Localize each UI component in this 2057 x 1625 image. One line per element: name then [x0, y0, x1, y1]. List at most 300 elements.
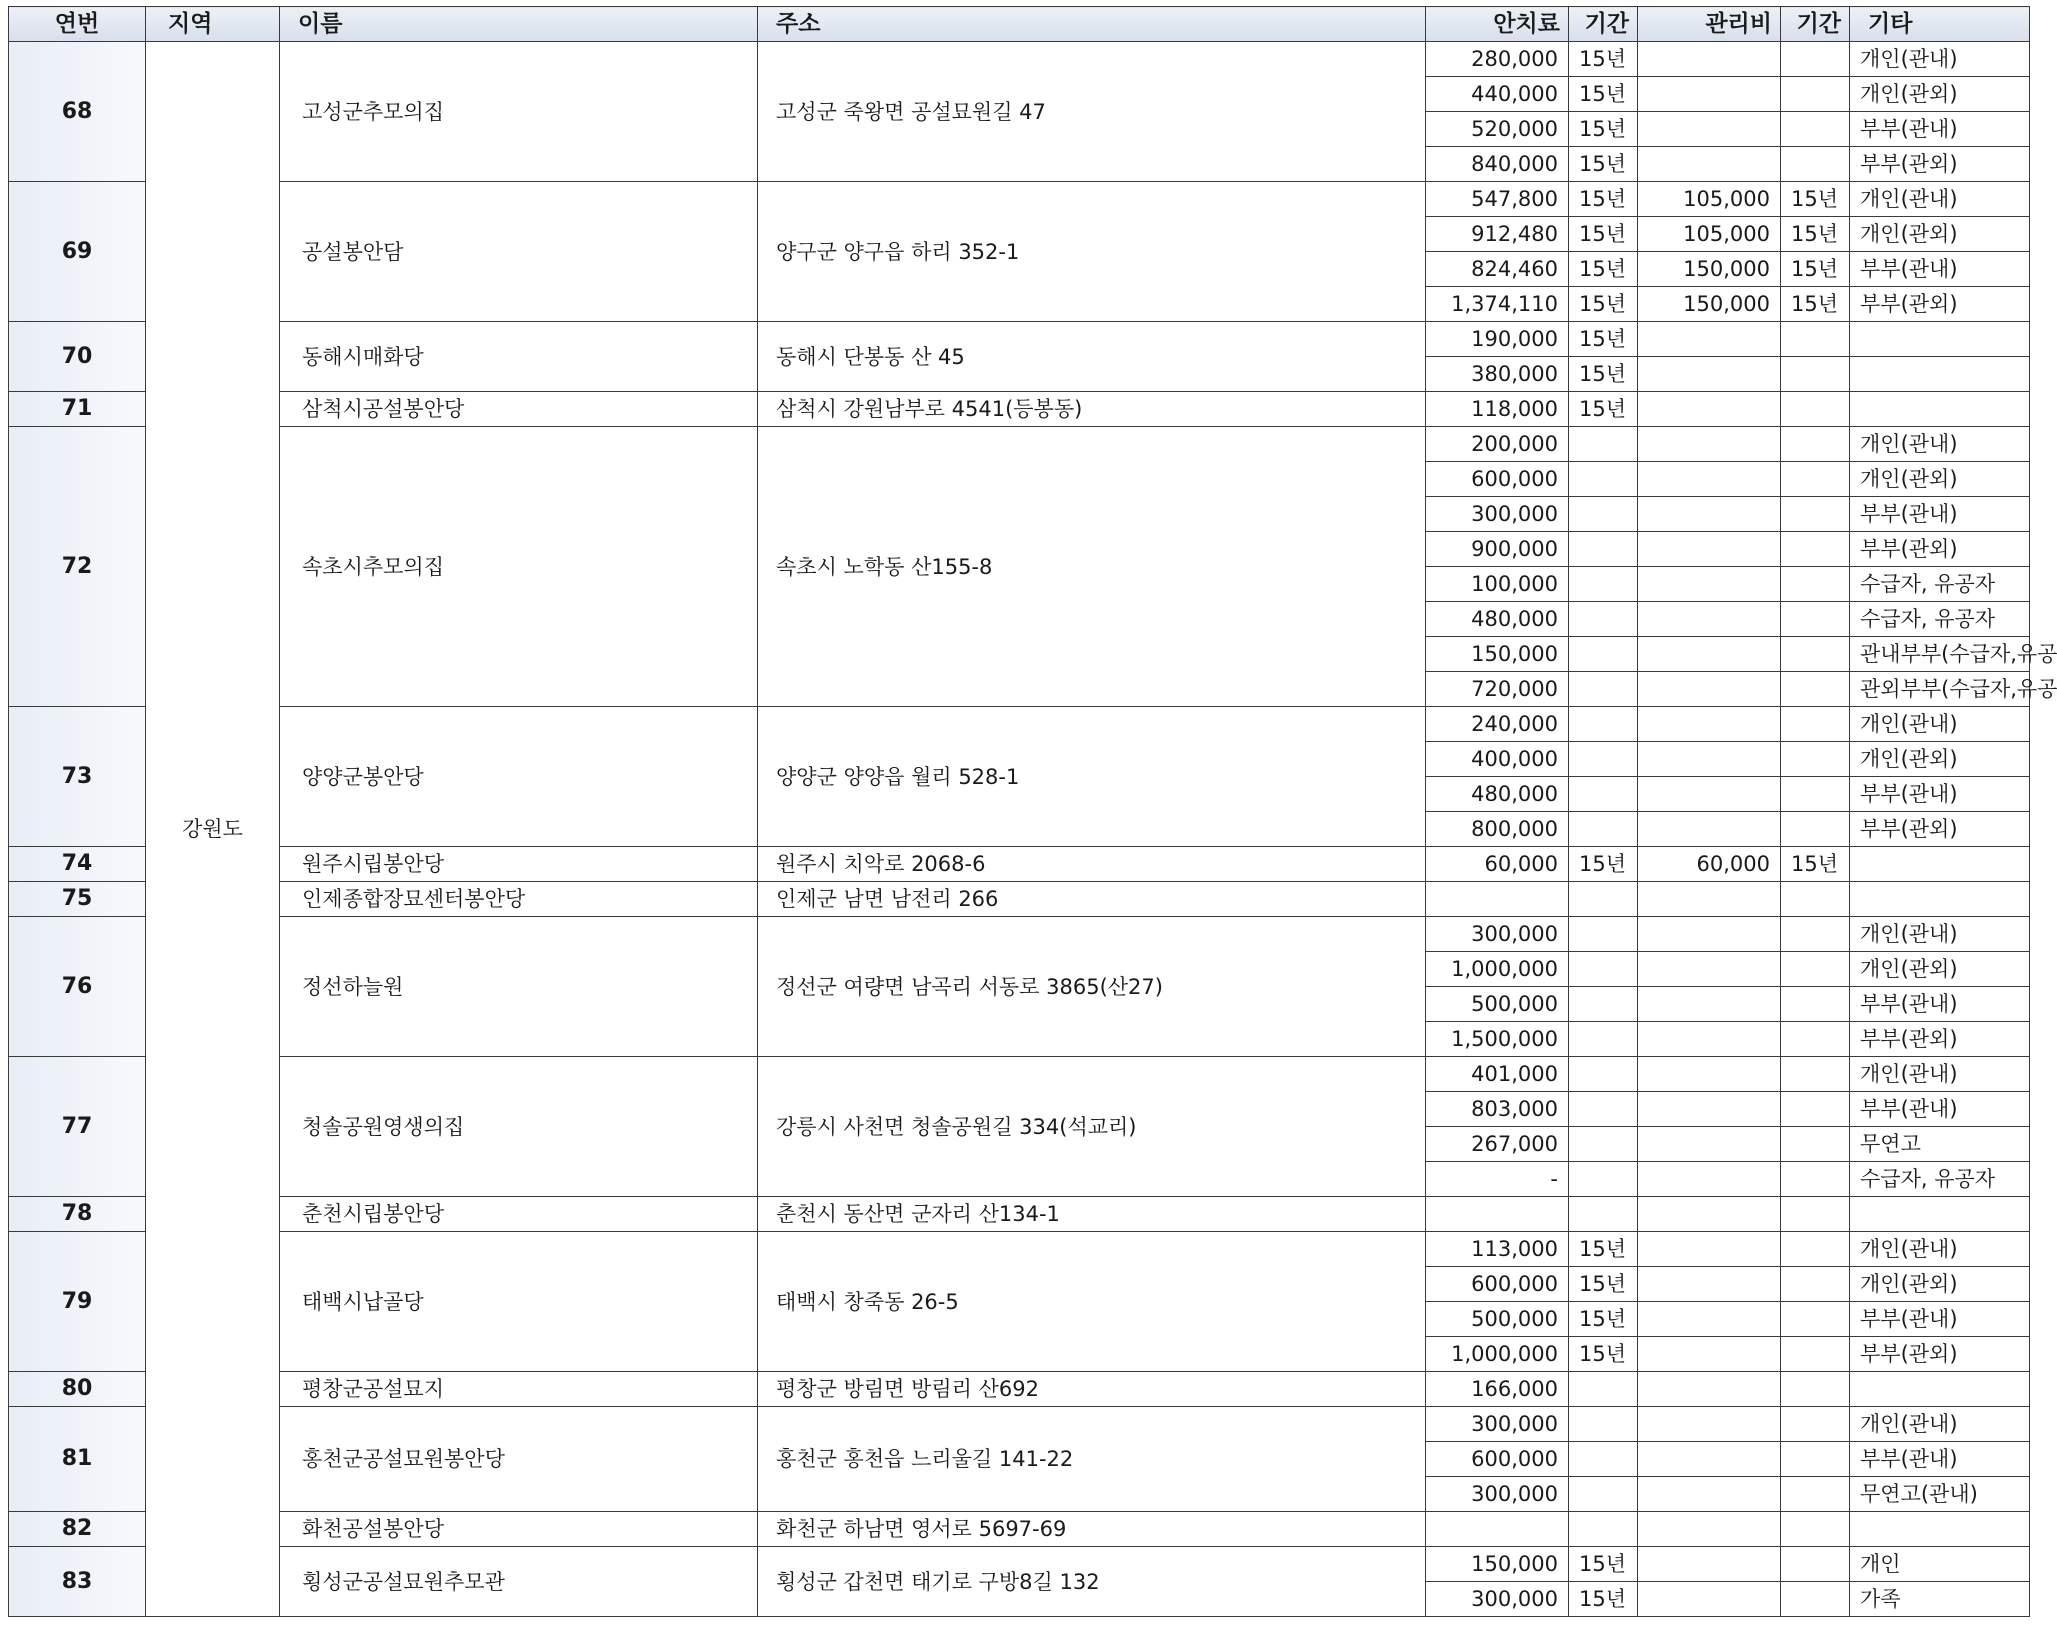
- mgmt-fee-cell: [1638, 707, 1781, 742]
- period-cell: [1569, 567, 1638, 602]
- mgmt-period-cell: [1781, 1512, 1850, 1547]
- mgmt-fee-cell: [1638, 1232, 1781, 1267]
- mgmt-period-cell: [1781, 1582, 1850, 1617]
- mgmt-fee-cell: [1638, 1197, 1781, 1232]
- facility-address-cell: 태백시 창죽동 26-5: [758, 1232, 1426, 1372]
- period-cell: 15년: [1569, 217, 1638, 252]
- mgmt-period-cell: [1781, 812, 1850, 847]
- period-cell: 15년: [1569, 847, 1638, 882]
- mgmt-fee-cell: [1638, 917, 1781, 952]
- table-body: [9, 42, 2057, 1617]
- facility-name-cell: 원주시립봉안당: [280, 847, 758, 882]
- etc-cell: 개인: [1850, 1547, 2030, 1582]
- facility-name-cell: 정선하늘원: [280, 917, 758, 1057]
- facility-address-cell: 홍천군 홍천읍 느리울길 141-22: [758, 1407, 1426, 1512]
- etc-cell: 개인(관내): [1850, 1057, 2030, 1092]
- mgmt-fee-cell: 60,000: [1638, 847, 1781, 882]
- facility-address-cell: 인제군 남면 남전리 266: [758, 882, 1426, 917]
- mgmt-period-cell: [1781, 672, 1850, 707]
- mgmt-fee-cell: 105,000: [1638, 182, 1781, 217]
- etc-cell: 부부(관내): [1850, 112, 2030, 147]
- facility-address-cell: 화천군 하남면 영서로 5697-69: [758, 1512, 1426, 1547]
- mgmt-period-cell: [1781, 322, 1850, 357]
- mgmt-period-cell: [1781, 1337, 1850, 1372]
- period-cell: [1569, 777, 1638, 812]
- fee-cell: [1426, 1197, 1569, 1232]
- mgmt-period-cell: [1781, 1267, 1850, 1302]
- etc-cell: 관외부부(수급자,유공: [1850, 672, 2030, 707]
- period-cell: [1569, 602, 1638, 637]
- mgmt-period-cell: [1781, 1302, 1850, 1337]
- row-number-cell: 69: [9, 182, 146, 322]
- etc-cell: [1850, 392, 2030, 427]
- fee-cell: 100,000: [1426, 567, 1569, 602]
- period-cell: 15년: [1569, 42, 1638, 77]
- fee-cell: 60,000: [1426, 847, 1569, 882]
- table-row: [9, 1512, 2030, 1547]
- mgmt-period-cell: [1781, 602, 1850, 637]
- mgmt-fee-cell: [1638, 777, 1781, 812]
- mgmt-fee-cell: [1638, 42, 1781, 77]
- mgmt-fee-cell: [1638, 1302, 1781, 1337]
- fee-cell: 150,000: [1426, 1547, 1569, 1582]
- etc-cell: 부부(관외): [1850, 287, 2030, 322]
- period-cell: 15년: [1569, 182, 1638, 217]
- period-cell: [1569, 1512, 1638, 1547]
- etc-cell: 개인(관외): [1850, 952, 2030, 987]
- etc-cell: 개인(관내): [1850, 1407, 2030, 1442]
- mgmt-fee-cell: [1638, 882, 1781, 917]
- table-row: [9, 882, 2030, 917]
- table-row: [9, 847, 2030, 882]
- period-cell: [1569, 427, 1638, 462]
- fee-cell: 400,000: [1426, 742, 1569, 777]
- etc-cell: 부부(관내): [1850, 497, 2030, 532]
- mgmt-period-cell: 15년: [1781, 252, 1850, 287]
- mgmt-period-cell: [1781, 1442, 1850, 1477]
- etc-cell: 개인(관외): [1850, 217, 2030, 252]
- period-cell: [1569, 637, 1638, 672]
- period-cell: 15년: [1569, 252, 1638, 287]
- region-cell: 강원도: [146, 42, 280, 1617]
- period-cell: 15년: [1569, 1267, 1638, 1302]
- table-row: [9, 42, 2030, 77]
- period-cell: [1569, 812, 1638, 847]
- fee-cell: 600,000: [1426, 462, 1569, 497]
- mgmt-period-cell: [1781, 1092, 1850, 1127]
- fee-cell: -: [1426, 1162, 1569, 1197]
- row-number-cell: 68: [9, 42, 146, 182]
- mgmt-period-cell: [1781, 462, 1850, 497]
- etc-cell: 부부(관내): [1850, 1442, 2030, 1477]
- header-region: 지역: [146, 7, 280, 42]
- fee-cell: 480,000: [1426, 777, 1569, 812]
- etc-cell: 개인(관내): [1850, 427, 2030, 462]
- mgmt-period-cell: [1781, 1232, 1850, 1267]
- row-number-cell: 81: [9, 1407, 146, 1512]
- fee-cell: 1,374,110: [1426, 287, 1569, 322]
- mgmt-period-cell: [1781, 42, 1850, 77]
- period-cell: [1569, 497, 1638, 532]
- facility-name-cell: 고성군추모의집: [280, 42, 758, 182]
- etc-cell: 부부(관내): [1850, 1092, 2030, 1127]
- period-cell: [1569, 987, 1638, 1022]
- etc-cell: [1850, 1372, 2030, 1407]
- etc-cell: 개인(관내): [1850, 707, 2030, 742]
- mgmt-period-cell: [1781, 1162, 1850, 1197]
- period-cell: [1569, 532, 1638, 567]
- table-row: [9, 1372, 2030, 1407]
- mgmt-fee-cell: [1638, 742, 1781, 777]
- fee-cell: 1,000,000: [1426, 952, 1569, 987]
- etc-cell: 부부(관내): [1850, 1302, 2030, 1337]
- facility-name-cell: 홍천군공설묘원봉안당: [280, 1407, 758, 1512]
- mgmt-fee-cell: 105,000: [1638, 217, 1781, 252]
- table-row: [9, 1407, 2030, 1442]
- fee-cell: 600,000: [1426, 1442, 1569, 1477]
- mgmt-period-cell: 15년: [1781, 287, 1850, 322]
- facility-address-cell: 고성군 죽왕면 공설묘원길 47: [758, 42, 1426, 182]
- mgmt-fee-cell: [1638, 1092, 1781, 1127]
- mgmt-fee-cell: [1638, 462, 1781, 497]
- mgmt-fee-cell: [1638, 1057, 1781, 1092]
- mgmt-period-cell: [1781, 987, 1850, 1022]
- period-cell: [1569, 1197, 1638, 1232]
- period-cell: 15년: [1569, 357, 1638, 392]
- facility-name-cell: 화천공설봉안당: [280, 1512, 758, 1547]
- etc-cell: 개인(관외): [1850, 462, 2030, 497]
- table-row: [9, 1547, 2030, 1582]
- fee-cell: 440,000: [1426, 77, 1569, 112]
- facility-name-cell: 춘천시립봉안당: [280, 1197, 758, 1232]
- mgmt-period-cell: 15년: [1781, 182, 1850, 217]
- mgmt-fee-cell: [1638, 1372, 1781, 1407]
- mgmt-period-cell: 15년: [1781, 217, 1850, 252]
- row-number-cell: 75: [9, 882, 146, 917]
- facility-name-cell: 청솔공원영생의집: [280, 1057, 758, 1197]
- fee-cell: 500,000: [1426, 987, 1569, 1022]
- fee-cell: 113,000: [1426, 1232, 1569, 1267]
- etc-cell: 개인(관내): [1850, 182, 2030, 217]
- period-cell: 15년: [1569, 1337, 1638, 1372]
- mgmt-fee-cell: [1638, 812, 1781, 847]
- mgmt-fee-cell: [1638, 1022, 1781, 1057]
- mgmt-fee-cell: [1638, 1267, 1781, 1302]
- row-number-cell: 71: [9, 392, 146, 427]
- header-mgmt-period: 기간: [1781, 7, 1850, 42]
- mgmt-period-cell: [1781, 882, 1850, 917]
- mgmt-period-cell: [1781, 1547, 1850, 1582]
- row-number-cell: 76: [9, 917, 146, 1057]
- mgmt-fee-cell: [1638, 322, 1781, 357]
- facility-address-cell: 양구군 양구읍 하리 352-1: [758, 182, 1426, 322]
- etc-cell: 무연고: [1850, 1127, 2030, 1162]
- row-number-cell: 73: [9, 707, 146, 847]
- etc-cell: [1850, 1197, 2030, 1232]
- mgmt-period-cell: [1781, 1372, 1850, 1407]
- facility-address-cell: 속초시 노학동 산155-8: [758, 427, 1426, 707]
- etc-cell: 개인(관내): [1850, 1232, 2030, 1267]
- header-name: 이름: [280, 7, 758, 42]
- table-row: [9, 322, 2030, 357]
- etc-cell: 부부(관내): [1850, 252, 2030, 287]
- mgmt-fee-cell: [1638, 987, 1781, 1022]
- facility-address-cell: 동해시 단봉동 산 45: [758, 322, 1426, 392]
- header-fee: 안치료: [1426, 7, 1569, 42]
- mgmt-fee-cell: [1638, 147, 1781, 182]
- mgmt-period-cell: [1781, 567, 1850, 602]
- fee-cell: 401,000: [1426, 1057, 1569, 1092]
- mgmt-period-cell: [1781, 777, 1850, 812]
- fee-cell: 190,000: [1426, 322, 1569, 357]
- period-cell: 15년: [1569, 1582, 1638, 1617]
- fee-cell: 824,460: [1426, 252, 1569, 287]
- header-mgmt-fee: 관리비: [1638, 7, 1781, 42]
- fee-cell: 1,500,000: [1426, 1022, 1569, 1057]
- period-cell: [1569, 1407, 1638, 1442]
- mgmt-period-cell: [1781, 532, 1850, 567]
- fee-cell: 300,000: [1426, 1477, 1569, 1512]
- mgmt-fee-cell: [1638, 672, 1781, 707]
- mgmt-fee-cell: [1638, 497, 1781, 532]
- period-cell: 15년: [1569, 392, 1638, 427]
- document-page: [8, 6, 2057, 1617]
- facility-table: [8, 6, 2057, 1617]
- mgmt-period-cell: [1781, 112, 1850, 147]
- mgmt-fee-cell: 150,000: [1638, 252, 1781, 287]
- etc-cell: 수급자, 유공자: [1850, 602, 2030, 637]
- period-cell: [1569, 1442, 1638, 1477]
- etc-cell: 수급자, 유공자: [1850, 567, 2030, 602]
- mgmt-period-cell: [1781, 1022, 1850, 1057]
- table-row: [9, 427, 2030, 462]
- etc-cell: 부부(관외): [1850, 532, 2030, 567]
- fee-cell: 840,000: [1426, 147, 1569, 182]
- fee-cell: 520,000: [1426, 112, 1569, 147]
- mgmt-fee-cell: [1638, 1477, 1781, 1512]
- table-row: [9, 182, 2030, 217]
- mgmt-fee-cell: [1638, 357, 1781, 392]
- etc-cell: 부부(관외): [1850, 1337, 2030, 1372]
- fee-cell: 1,000,000: [1426, 1337, 1569, 1372]
- header-etc: 기타: [1850, 7, 2030, 42]
- row-number-cell: 79: [9, 1232, 146, 1372]
- mgmt-fee-cell: [1638, 1582, 1781, 1617]
- period-cell: 15년: [1569, 112, 1638, 147]
- header-address: 주소: [758, 7, 1426, 42]
- etc-cell: 수급자, 유공자: [1850, 1162, 2030, 1197]
- table-row: [9, 1197, 2030, 1232]
- mgmt-period-cell: [1781, 1407, 1850, 1442]
- facility-address-cell: 양양군 양양읍 월리 528-1: [758, 707, 1426, 847]
- mgmt-period-cell: [1781, 1197, 1850, 1232]
- etc-cell: [1850, 1512, 2030, 1547]
- etc-cell: [1850, 882, 2030, 917]
- etc-cell: 부부(관내): [1850, 987, 2030, 1022]
- row-number-cell: 70: [9, 322, 146, 392]
- row-number-cell: 77: [9, 1057, 146, 1197]
- facility-address-cell: 정선군 여량면 남곡리 서동로 3865(산27): [758, 917, 1426, 1057]
- fee-cell: 547,800: [1426, 182, 1569, 217]
- mgmt-period-cell: [1781, 77, 1850, 112]
- table-row: [9, 392, 2030, 427]
- fee-cell: 200,000: [1426, 427, 1569, 462]
- table-row: [9, 917, 2030, 952]
- mgmt-period-cell: [1781, 1127, 1850, 1162]
- etc-cell: [1850, 847, 2030, 882]
- mgmt-fee-cell: [1638, 1407, 1781, 1442]
- mgmt-period-cell: [1781, 392, 1850, 427]
- etc-cell: 부부(관내): [1850, 777, 2030, 812]
- etc-cell: 개인(관외): [1850, 1267, 2030, 1302]
- mgmt-period-cell: [1781, 1057, 1850, 1092]
- period-cell: 15년: [1569, 287, 1638, 322]
- fee-cell: 300,000: [1426, 917, 1569, 952]
- facility-name-cell: 평창군공설묘지: [280, 1372, 758, 1407]
- mgmt-period-cell: [1781, 917, 1850, 952]
- row-number-cell: 72: [9, 427, 146, 707]
- period-cell: [1569, 1372, 1638, 1407]
- mgmt-fee-cell: [1638, 952, 1781, 987]
- mgmt-period-cell: [1781, 1477, 1850, 1512]
- mgmt-period-cell: [1781, 707, 1850, 742]
- mgmt-fee-cell: [1638, 532, 1781, 567]
- facility-name-cell: 인제종합장묘센터봉안당: [280, 882, 758, 917]
- fee-cell: 267,000: [1426, 1127, 1569, 1162]
- row-number-cell: 80: [9, 1372, 146, 1407]
- fee-cell: 912,480: [1426, 217, 1569, 252]
- period-cell: [1569, 917, 1638, 952]
- facility-address-cell: 평창군 방림면 방림리 산692: [758, 1372, 1426, 1407]
- mgmt-fee-cell: [1638, 1162, 1781, 1197]
- period-cell: 15년: [1569, 147, 1638, 182]
- fee-cell: 150,000: [1426, 637, 1569, 672]
- mgmt-fee-cell: [1638, 77, 1781, 112]
- period-cell: 15년: [1569, 1232, 1638, 1267]
- table-row: [9, 1057, 2030, 1092]
- etc-cell: 개인(관내): [1850, 917, 2030, 952]
- fee-cell: 166,000: [1426, 1372, 1569, 1407]
- mgmt-period-cell: [1781, 742, 1850, 777]
- fee-cell: 500,000: [1426, 1302, 1569, 1337]
- row-number-cell: 74: [9, 847, 146, 882]
- period-cell: [1569, 742, 1638, 777]
- etc-cell: 가족: [1850, 1582, 2030, 1617]
- fee-cell: 600,000: [1426, 1267, 1569, 1302]
- period-cell: [1569, 1092, 1638, 1127]
- fee-cell: 900,000: [1426, 532, 1569, 567]
- facility-address-cell: 삼척시 강원남부로 4541(등봉동): [758, 392, 1426, 427]
- etc-cell: [1850, 357, 2030, 392]
- mgmt-fee-cell: [1638, 1127, 1781, 1162]
- mgmt-period-cell: [1781, 147, 1850, 182]
- period-cell: [1569, 462, 1638, 497]
- mgmt-fee-cell: [1638, 112, 1781, 147]
- mgmt-fee-cell: [1638, 1442, 1781, 1477]
- fee-cell: [1426, 1512, 1569, 1547]
- table-header: [9, 7, 2030, 42]
- table-row: [9, 1232, 2030, 1267]
- table-row: [9, 707, 2030, 742]
- period-cell: [1569, 1127, 1638, 1162]
- period-cell: [1569, 1022, 1638, 1057]
- facility-name-cell: 태백시납골당: [280, 1232, 758, 1372]
- fee-cell: 380,000: [1426, 357, 1569, 392]
- fee-cell: 720,000: [1426, 672, 1569, 707]
- mgmt-period-cell: [1781, 427, 1850, 462]
- mgmt-fee-cell: [1638, 392, 1781, 427]
- mgmt-period-cell: [1781, 357, 1850, 392]
- fee-cell: 280,000: [1426, 42, 1569, 77]
- facility-name-cell: 동해시매화당: [280, 322, 758, 392]
- period-cell: [1569, 952, 1638, 987]
- fee-cell: 240,000: [1426, 707, 1569, 742]
- header-no: 연번: [9, 7, 146, 42]
- facility-name-cell: 양양군봉안당: [280, 707, 758, 847]
- facility-address-cell: 강릉시 사천면 청솔공원길 334(석교리): [758, 1057, 1426, 1197]
- mgmt-fee-cell: [1638, 637, 1781, 672]
- fee-cell: 300,000: [1426, 497, 1569, 532]
- mgmt-period-cell: [1781, 497, 1850, 532]
- etc-cell: 부부(관외): [1850, 1022, 2030, 1057]
- facility-name-cell: 삼척시공설봉안당: [280, 392, 758, 427]
- etc-cell: 관내부부(수급자,유공: [1850, 637, 2030, 672]
- fee-cell: 118,000: [1426, 392, 1569, 427]
- mgmt-fee-cell: [1638, 1337, 1781, 1372]
- etc-cell: 부부(관외): [1850, 147, 2030, 182]
- period-cell: 15년: [1569, 322, 1638, 357]
- mgmt-fee-cell: [1638, 427, 1781, 462]
- period-cell: [1569, 672, 1638, 707]
- period-cell: [1569, 882, 1638, 917]
- period-cell: 15년: [1569, 1547, 1638, 1582]
- etc-cell: 개인(관내): [1850, 42, 2030, 77]
- fee-cell: 800,000: [1426, 812, 1569, 847]
- facility-name-cell: 공설봉안담: [280, 182, 758, 322]
- period-cell: [1569, 1477, 1638, 1512]
- etc-cell: 무연고(관내): [1850, 1477, 2030, 1512]
- row-number-cell: 83: [9, 1547, 146, 1617]
- mgmt-fee-cell: [1638, 567, 1781, 602]
- fee-cell: 300,000: [1426, 1407, 1569, 1442]
- fee-cell: 803,000: [1426, 1092, 1569, 1127]
- mgmt-period-cell: 15년: [1781, 847, 1850, 882]
- mgmt-period-cell: [1781, 952, 1850, 987]
- facility-name-cell: 속초시추모의집: [280, 427, 758, 707]
- mgmt-period-cell: [1781, 637, 1850, 672]
- facility-address-cell: 횡성군 갑천면 태기로 구방8길 132: [758, 1547, 1426, 1617]
- etc-cell: [1850, 322, 2030, 357]
- row-number-cell: 82: [9, 1512, 146, 1547]
- etc-cell: 개인(관외): [1850, 742, 2030, 777]
- fee-cell: [1426, 882, 1569, 917]
- mgmt-fee-cell: [1638, 602, 1781, 637]
- etc-cell: 부부(관외): [1850, 812, 2030, 847]
- period-cell: [1569, 1162, 1638, 1197]
- period-cell: 15년: [1569, 1302, 1638, 1337]
- row-number-cell: 78: [9, 1197, 146, 1232]
- fee-cell: 480,000: [1426, 602, 1569, 637]
- facility-name-cell: 횡성군공설묘원추모관: [280, 1547, 758, 1617]
- period-cell: [1569, 1057, 1638, 1092]
- header-period: 기간: [1569, 7, 1638, 42]
- period-cell: 15년: [1569, 77, 1638, 112]
- etc-cell: 개인(관외): [1850, 77, 2030, 112]
- period-cell: [1569, 707, 1638, 742]
- mgmt-fee-cell: [1638, 1547, 1781, 1582]
- mgmt-fee-cell: [1638, 1512, 1781, 1547]
- facility-address-cell: 춘천시 동산면 군자리 산134-1: [758, 1197, 1426, 1232]
